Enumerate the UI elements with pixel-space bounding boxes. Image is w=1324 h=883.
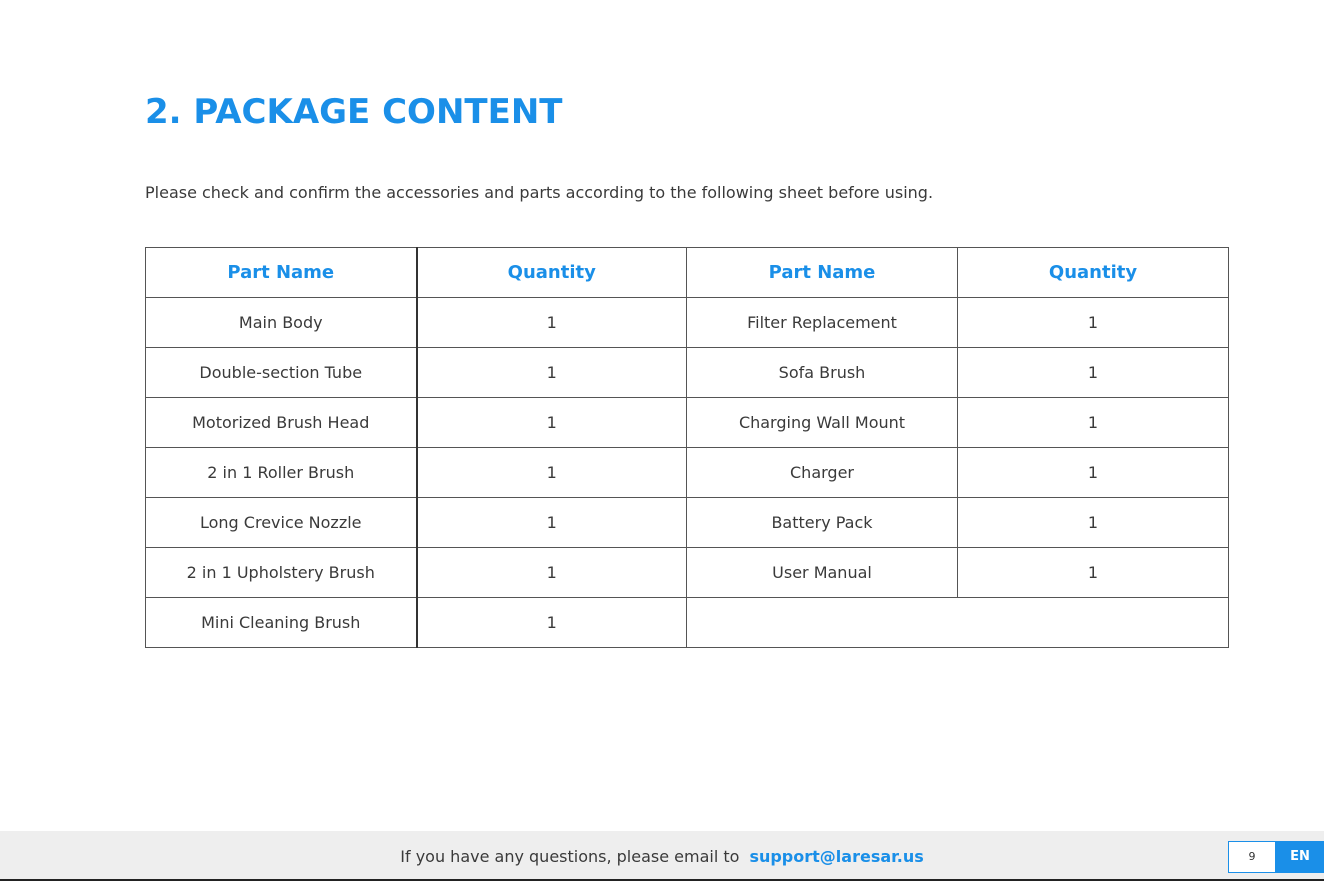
part-name-cell: Motorized Brush Head xyxy=(146,398,417,448)
quantity-cell: 1 xyxy=(417,398,687,448)
page-number: 9 xyxy=(1228,841,1276,873)
part-name-cell: Sofa Brush xyxy=(687,348,958,398)
part-name-cell: User Manual xyxy=(687,548,958,598)
quantity-cell: 1 xyxy=(958,398,1229,448)
package-content-table xyxy=(145,247,1229,648)
quantity-cell: 1 xyxy=(417,598,687,648)
header-part-name-2: Part Name xyxy=(687,248,958,298)
table-row xyxy=(146,548,1229,598)
part-name-cell: Double-section Tube xyxy=(146,348,417,398)
part-name-cell: Charging Wall Mount xyxy=(687,398,958,448)
quantity-cell: 1 xyxy=(958,348,1229,398)
quantity-cell: 1 xyxy=(958,298,1229,348)
footer-message: If you have any questions, please email to xyxy=(400,847,740,866)
part-name-cell: Main Body xyxy=(146,298,417,348)
part-name-cell: 2 in 1 Upholstery Brush xyxy=(146,548,417,598)
header-quantity-1: Quantity xyxy=(417,248,687,298)
part-name-cell: Mini Cleaning Brush xyxy=(146,598,417,648)
part-name-cell: Long Crevice Nozzle xyxy=(146,498,417,548)
part-name-cell: Charger xyxy=(687,448,958,498)
quantity-cell: 1 xyxy=(417,448,687,498)
table-row xyxy=(146,448,1229,498)
table-row xyxy=(146,348,1229,398)
table-row xyxy=(146,298,1229,348)
header-quantity-2: Quantity xyxy=(958,248,1229,298)
quantity-cell: 1 xyxy=(417,548,687,598)
table-row xyxy=(146,498,1229,548)
quantity-cell: 1 xyxy=(417,348,687,398)
table-header-row xyxy=(146,248,1229,298)
header-part-name-1: Part Name xyxy=(146,248,417,298)
table-row xyxy=(146,398,1229,448)
quantity-cell: 1 xyxy=(958,498,1229,548)
quantity-cell: 1 xyxy=(958,448,1229,498)
language-badge: EN xyxy=(1276,841,1324,873)
section-title: 2. PACKAGE CONTENT xyxy=(145,92,563,132)
empty-cell xyxy=(687,598,1229,648)
support-email-link[interactable]: support@laresar.us xyxy=(749,847,924,866)
quantity-cell: 1 xyxy=(958,548,1229,598)
footer-contact xyxy=(0,847,1324,866)
part-name-cell: Filter Replacement xyxy=(687,298,958,348)
part-name-cell: 2 in 1 Roller Brush xyxy=(146,448,417,498)
part-name-cell: Battery Pack xyxy=(687,498,958,548)
intro-text: Please check and confirm the accessories and parts according to the following sheet before using. xyxy=(145,183,934,202)
quantity-cell: 1 xyxy=(417,298,687,348)
footer-bar xyxy=(0,831,1324,881)
quantity-cell: 1 xyxy=(417,498,687,548)
table-row xyxy=(146,598,1229,648)
